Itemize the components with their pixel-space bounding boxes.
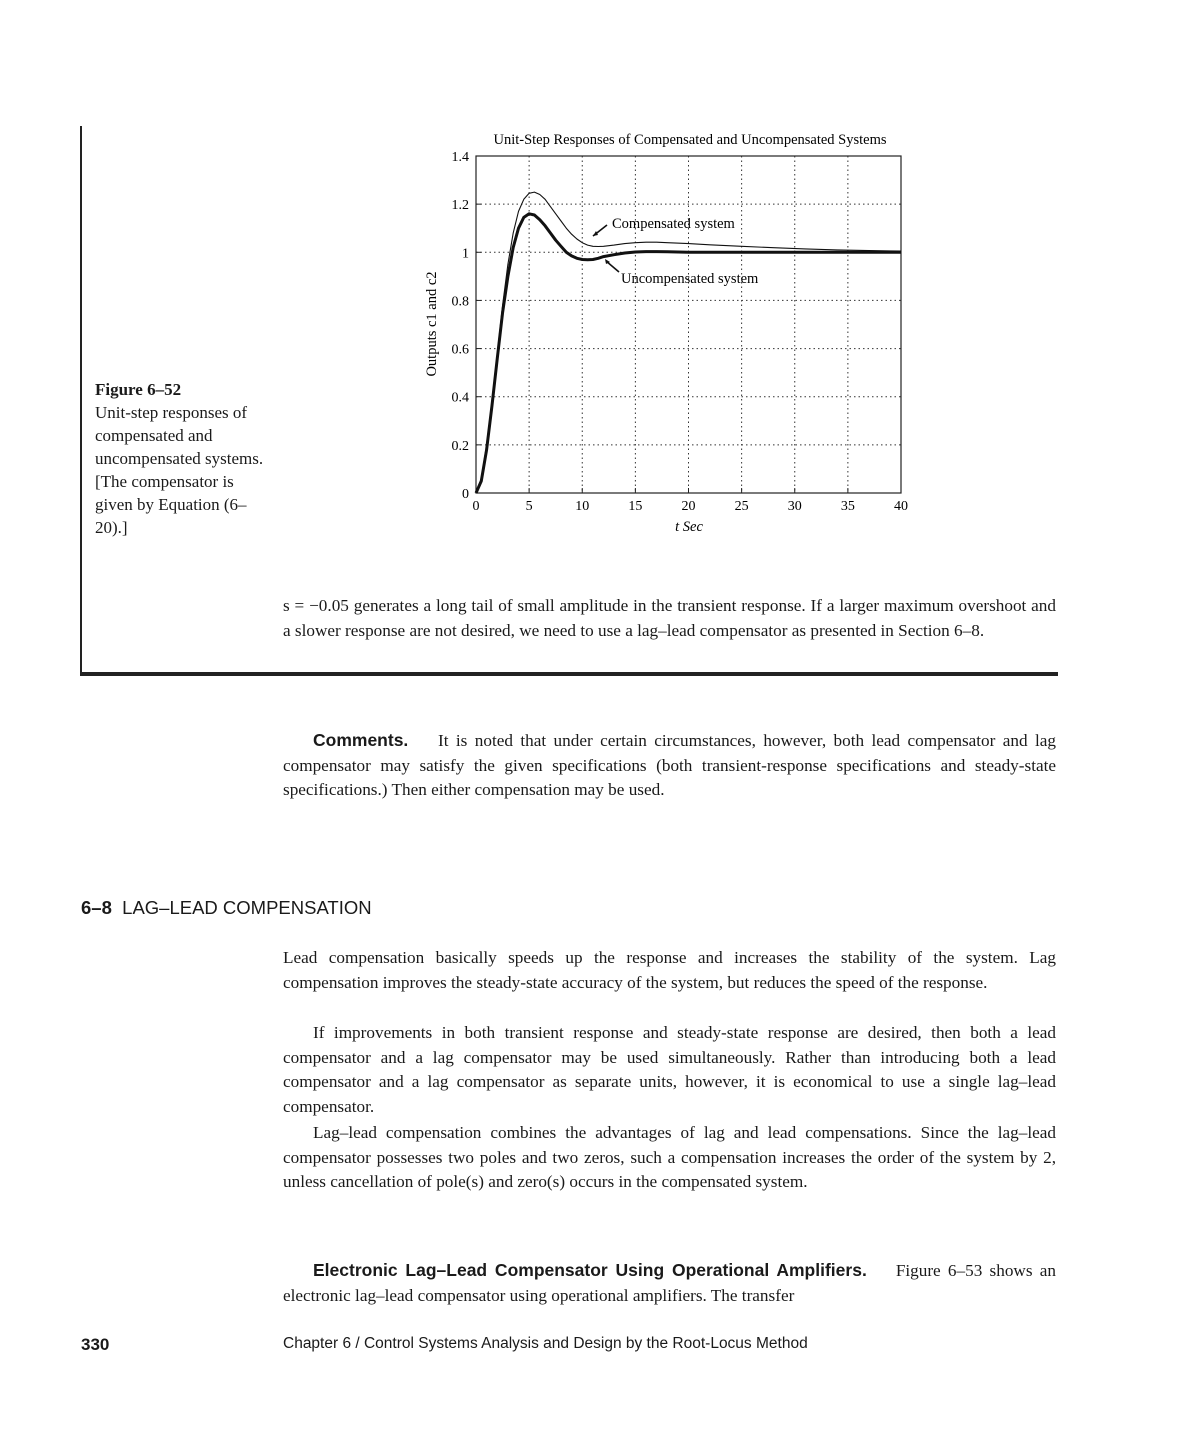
figure-caption-text: Unit-step responses of compensated and uncompensated systems. [The compensator is given by Equation (6–20).] <box>95 403 264 537</box>
paragraph-improvements: If improvements in both transient response and steady-state response are desired, then both a lead compensator and a lag compensator may be used simultaneously. Rather than introducing both a lead compensator and a lag compensator as separate units, however, it is economical to use a single lag–lead compensator. <box>283 1023 1056 1116</box>
electronic-compensator-paragraph <box>283 1258 1056 1308</box>
y-tick-label: 0.4 <box>451 390 469 406</box>
y-tick-label: 1.4 <box>451 150 469 165</box>
section-title: LAG–LEAD COMPENSATION <box>122 897 372 918</box>
chart-grid <box>476 156 901 493</box>
x-tick-label: 30 <box>787 499 802 514</box>
x-tick-label: 25 <box>734 499 749 514</box>
x-tick-label: 35 <box>840 499 855 514</box>
step-response-chart <box>400 126 940 546</box>
figure-continuation-paragraph: s = −0.05 generates a long tail of small amplitude in the transient response. If a larger maximum overshoot and a slower response are not desired, we need to use a lag–lead compensator as presented in Section 6–8. <box>283 596 1056 640</box>
comments-paragraph <box>283 728 1056 803</box>
running-head: Chapter 6 / Control Systems Analysis and Design by the Root-Locus Method <box>283 1335 808 1352</box>
paragraph-lead-lag-intro: Lead compensation basically speeds up the response and increases the stability of the system. Lag compensation improves the steady-state accuracy of the system, but reduces the speed of the response. <box>283 948 1056 992</box>
y-tick-label: 0.8 <box>451 294 469 310</box>
y-tick-label: 0 <box>462 487 469 502</box>
comments-body: It is noted that under certain circumstances, however, both lead compensator and lag compensator may satisfy the given specifications (both transient-response specifications and steady-state specifications.) Then either compensation may be used. <box>283 731 1057 800</box>
electronic-run-in-heading: Electronic Lag–Lead Compensator Using Operational Amplifiers. <box>313 1260 867 1280</box>
x-tick-label: 0 <box>472 499 480 514</box>
x-tick-label: 15 <box>628 499 643 514</box>
y-axis-label: Outputs c1 and c2 <box>424 271 440 377</box>
y-tick-label: 0.6 <box>451 342 469 358</box>
figure-frame-bottom-rule <box>80 672 1058 676</box>
label-compensated-system: Compensated system <box>612 216 735 232</box>
x-tick-label: 20 <box>681 499 696 514</box>
x-tick-label: 40 <box>894 499 908 514</box>
comments-run-in-heading: Comments. <box>313 730 409 750</box>
page-number: 330 <box>81 1335 110 1354</box>
y-tick-label: 0.2 <box>451 438 469 454</box>
x-tick-label: 10 <box>575 499 590 514</box>
figure-label: Figure 6–52 <box>95 380 182 399</box>
chart-title: Unit-Step Responses of Compensated and Uncompensated Systems <box>493 132 887 148</box>
figure-frame-left-rule <box>80 126 82 674</box>
figure-caption <box>95 378 275 539</box>
section-number: 6–8 <box>81 897 112 918</box>
x-tick-label: 5 <box>525 499 533 514</box>
section-heading <box>81 897 372 919</box>
x-axis-label: t Sec <box>675 519 703 535</box>
electronic-body: Figure 6–53 shows an electronic lag–lead compensator using operational amplifiers. The transfer <box>283 1261 1057 1305</box>
paragraph-lag-lead-advantages: Lag–lead compensation combines the advantages of lag and lead compensations. Since the lag–lead compensator possesses two poles and two zeros, such a compensation increases the order of the system by 2, unless cancellation of pole(s) and zero(s) occurs in the compensated system. <box>283 1123 1056 1192</box>
y-tick-label: 1 <box>462 246 469 262</box>
y-tick-label: 1.2 <box>451 198 469 214</box>
label-uncompensated-system: Uncompensated system <box>621 271 759 287</box>
